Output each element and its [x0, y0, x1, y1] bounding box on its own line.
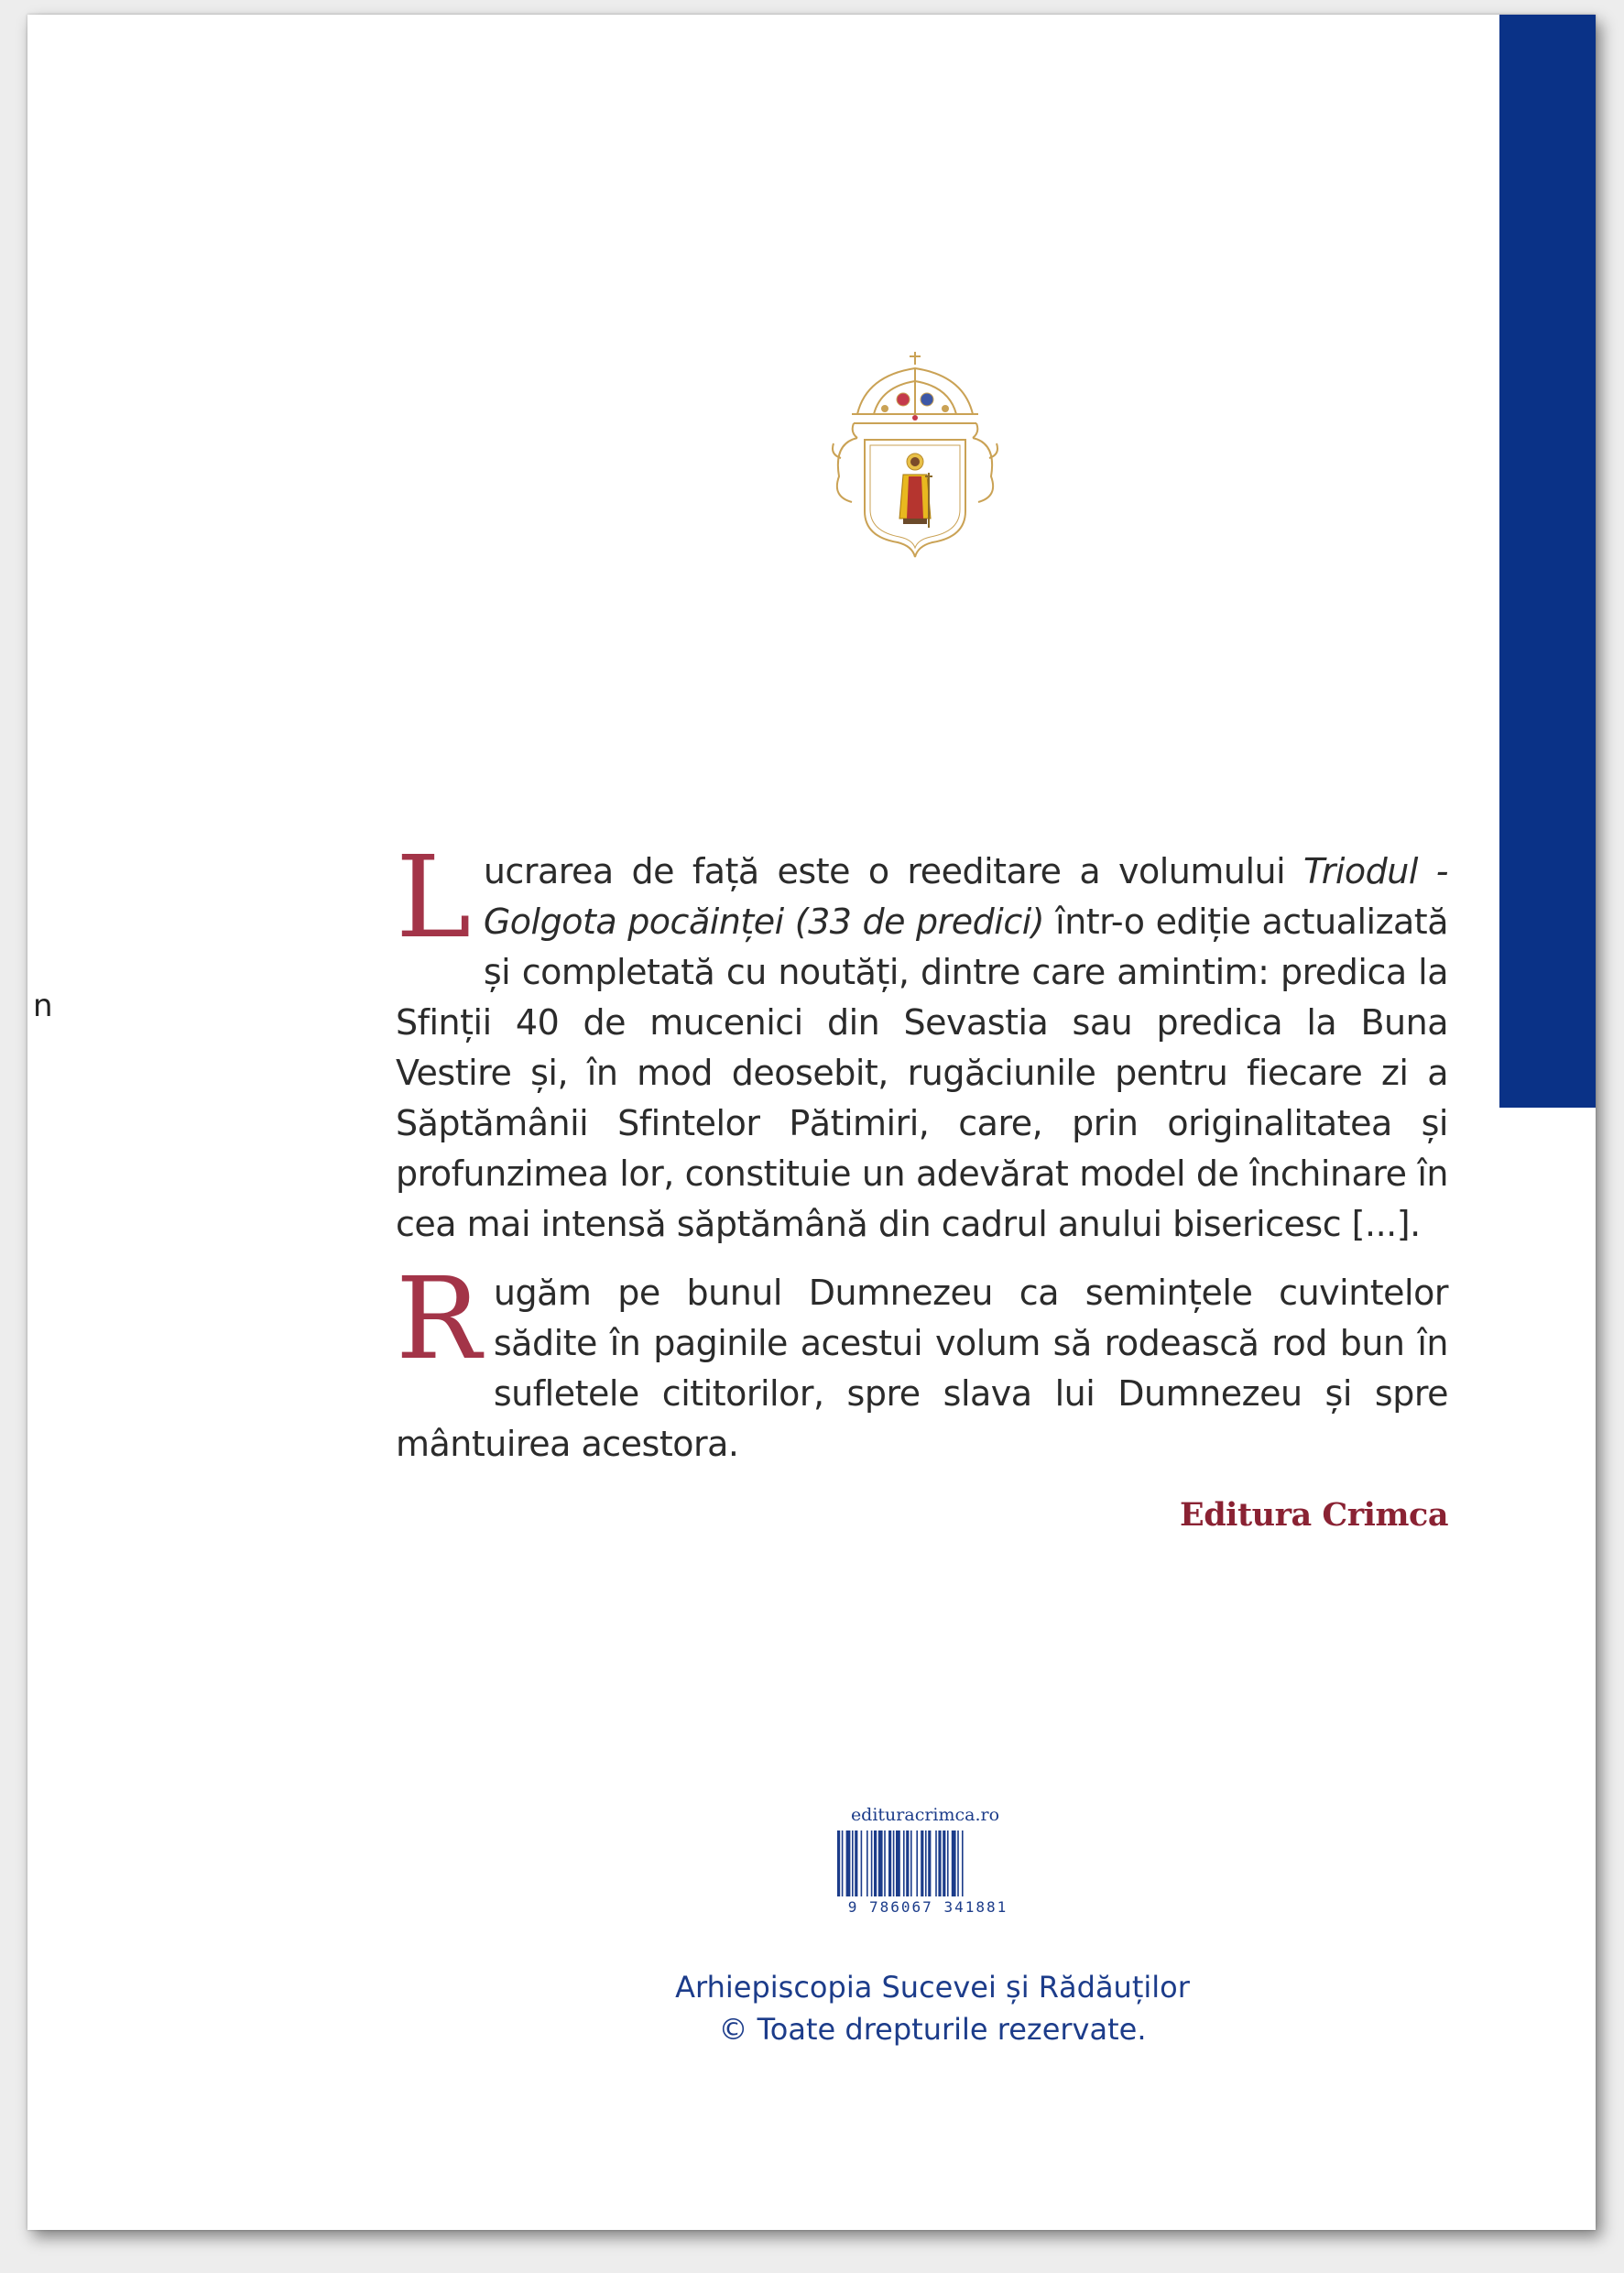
publisher-website: edituracrimca.ro — [850, 1805, 1000, 1825]
cut-off-text-fragment: n — [33, 988, 53, 1024]
barcode-bar — [884, 1830, 886, 1896]
footer-publisher: Arhiepiscopia Sucevei și Rădăuților — [675, 1970, 1190, 2005]
dropcap: L — [396, 832, 471, 964]
dropcap: R — [396, 1253, 481, 1385]
barcode-bar — [861, 1830, 863, 1896]
footer-copyright: © Toate drepturile rezervate. — [718, 2012, 1147, 2047]
barcode-bar — [925, 1830, 927, 1896]
paragraph-text: ugăm pe bunul Dumnezeu ca semințele cuvintelor sădite în paginile acestui volum să rodească rod bun în sufletele cititorilor, spre slava lui Dumnezeu și spre mântuirea acestora. — [396, 1273, 1448, 1464]
back-cover — [27, 15, 1596, 2230]
barcode-bar — [837, 1830, 840, 1896]
barcode-bar — [878, 1830, 883, 1896]
barcode-bar — [846, 1830, 851, 1896]
paragraph-text: într-o ediție actualizată și completată cu noutăți, dintre care amintim: predica la Sfinții 40 de mucenici din Sevastia sau predica la Buna Vestire și, în mod deosebit, rugăciunile pentru fiecare zi a Săptămânii Sfintelor Pătimiri, care, prin originalitatea și profunzimea lor, constituie un adevărat model de închinare în cea mai intensă săptămână din cadrul anului bisericesc [...]. — [396, 902, 1448, 1244]
barcode-bar — [906, 1830, 909, 1896]
barcode-bar — [871, 1830, 873, 1896]
barcode-bar — [943, 1830, 945, 1896]
barcode-bar — [957, 1830, 959, 1896]
barcode-bar — [952, 1830, 956, 1896]
barcode-bar — [962, 1830, 964, 1896]
coat-of-arms-icon — [830, 348, 1000, 559]
cover-text — [396, 832, 1448, 1540]
barcode-bar — [935, 1830, 937, 1896]
barcode-bar — [921, 1830, 923, 1896]
paragraph-text: ucrarea de față este o reeditare a volumului — [483, 851, 1303, 891]
barcode-bar — [855, 1830, 857, 1896]
barcode-bar — [910, 1830, 912, 1896]
barcode-bar — [928, 1830, 931, 1896]
book-title: Triodul - Golgota pocăinței (33 de predici) — [483, 851, 1448, 942]
paragraph-1 — [396, 832, 1448, 1250]
barcode-bar — [852, 1830, 854, 1896]
barcode-digits: 9 786067 341881 — [847, 1898, 1008, 1916]
barcode-bar — [938, 1830, 941, 1896]
barcode-bar — [866, 1830, 868, 1896]
barcode — [835, 1830, 1015, 1896]
footer — [487, 1966, 1378, 2050]
barcode-bar — [916, 1830, 918, 1896]
barcode-bar — [874, 1830, 877, 1896]
barcode-bar — [842, 1830, 844, 1896]
signature: Editura Crimca — [1180, 1496, 1448, 1534]
barcode-bar — [888, 1830, 891, 1896]
spine-band — [1499, 15, 1596, 1108]
paragraph-2 — [396, 1253, 1448, 1470]
barcode-bar — [903, 1830, 905, 1896]
barcode-bar — [896, 1830, 900, 1896]
barcode-bar — [893, 1830, 895, 1896]
barcode-bar — [947, 1830, 949, 1896]
